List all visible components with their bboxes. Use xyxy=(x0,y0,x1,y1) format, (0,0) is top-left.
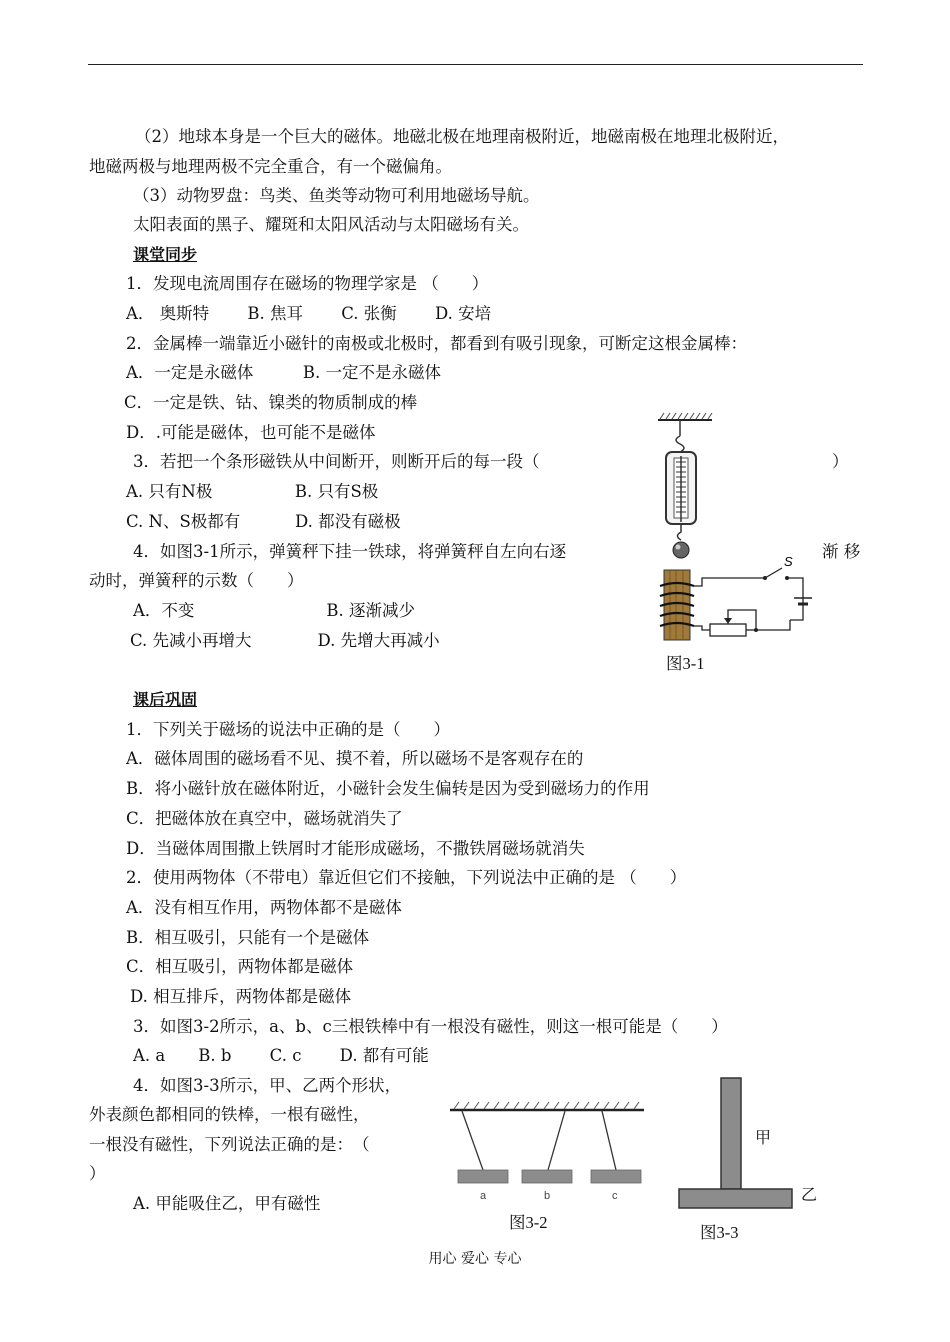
r2-option-d: D. 相互排斥，两物体都是磁体 xyxy=(130,987,352,1006)
r4-stem-line3: 一根没有磁性，下列说法正确的是： （ xyxy=(89,1135,370,1154)
q4-stem-cont: 渐 移 xyxy=(822,542,861,561)
figure-3-3 xyxy=(675,1075,835,1215)
q2-option-c: C．一定是铁、钴、镍类的物质制成的棒 xyxy=(124,393,418,412)
rod-yi-label: 乙 xyxy=(801,1187,818,1204)
figure-3-1 xyxy=(650,410,855,645)
r1-stem: 1．下列关于磁场的说法中正确的是（ ） xyxy=(126,720,450,739)
figure-3-2 xyxy=(450,1098,650,1208)
intro-line-1: （2）地球本身是一个巨大的磁体。地磁北极在地理南极附近，地磁南极在地理北极附近， xyxy=(135,127,789,146)
r3-stem: 3．如图3-2所示，a、b、c三根铁棒中有一根没有磁性，则这一根可能是（ ） xyxy=(133,1017,728,1036)
section-title-class-sync: 课堂同步 xyxy=(133,245,198,264)
q2-option-d: D．.可能是磁体，也可能不是磁体 xyxy=(126,423,376,442)
rod-c-label: c xyxy=(612,1190,618,1202)
r2-stem: 2．使用两物体（不带电）靠近但它们不接触，下列说法中正确的是 （ ） xyxy=(126,868,687,887)
r3-options: A. a B. b C. c D. 都有可能 xyxy=(133,1046,429,1065)
rod-b-label: b xyxy=(544,1190,551,1202)
switch-label: S xyxy=(784,554,793,569)
fig-3-1-caption: 图3-1 xyxy=(666,654,705,673)
q4-options-cd: C. 先减小再增大 D. 先增大再减小 xyxy=(130,631,440,650)
q1-stem: 1．发现电流周围存在磁场的物理学家是 （ ） xyxy=(126,274,489,293)
q4-stem-line2: 动时，弹簧秤的示数（ ） xyxy=(89,571,304,590)
r4-stem-paren: ） xyxy=(89,1164,106,1183)
page-footer: 用心 爱心 专心 xyxy=(428,1251,522,1267)
r4-stem: 4．如图3-3所示，甲、乙两个形状， xyxy=(133,1076,402,1095)
intro-line-2: 地磁两极与地理两极不完全重合，有一个磁偏角。 xyxy=(89,157,452,176)
intro-line-3: （3）动物罗盘：鸟类、鱼类等动物可利用地磁场导航。 xyxy=(133,186,540,205)
intro-line-4: 太阳表面的黑子、耀斑和太阳风活动与太阳磁场有关。 xyxy=(133,215,529,234)
q3-options-cd: C. N、S极都有 D. 都没有磁极 xyxy=(126,512,401,531)
r4-option-a: A. 甲能吸住乙，甲有磁性 xyxy=(133,1194,321,1213)
r1-option-a: A．磁体周围的磁场看不见、摸不着，所以磁场不是客观存在的 xyxy=(126,749,584,768)
q2-options-ab: A．一定是永磁体 B. 一定不是永磁体 xyxy=(126,363,442,382)
header-rule xyxy=(88,64,863,65)
r1-option-b: B．将小磁针放在磁体附近，小磁针会发生偏转是因为受到磁场力的作用 xyxy=(126,779,650,798)
rod-a-label: a xyxy=(480,1190,487,1202)
r4-stem-line2: 外表颜色都相同的铁棒，一根有磁性， xyxy=(89,1105,370,1124)
fig-3-3-caption: 图3-3 xyxy=(700,1223,739,1242)
q3-stem-paren: ） xyxy=(832,452,849,471)
r1-option-d: D．当磁体周围撒上铁屑时才能形成磁场，不撒铁屑磁场就消失 xyxy=(126,839,585,858)
r1-option-c: C．把磁体放在真空中，磁场就消失了 xyxy=(126,809,403,828)
r2-option-a: A．没有相互作用，两物体都不是磁体 xyxy=(126,898,402,917)
q3-options-ab: A. 只有N极 B. 只有S极 xyxy=(126,482,379,501)
q1-options: A． 奥斯特 B. 焦耳 C. 张衡 D. 安培 xyxy=(126,304,492,323)
q2-stem: 2．金属棒一端靠近小磁针的南极或北极时，都看到有吸引现象，可断定这根金属棒： xyxy=(126,334,747,353)
q4-options-ab: A．不变 B. 逐渐减少 xyxy=(133,601,416,620)
q4-stem: 4．如图3-1所示，弹簧秤下挂一铁球，将弹簧秤自左向右逐 xyxy=(133,542,567,561)
q3-stem: 3．若把一个条形磁铁从中间断开，则断开后的每一段（ xyxy=(133,452,540,471)
section-title-review: 课后巩固 xyxy=(133,690,198,709)
rod-jia-label: 甲 xyxy=(755,1130,772,1147)
fig-3-2-caption: 图3-2 xyxy=(509,1213,548,1232)
r2-option-c: C．相互吸引，两物体都是磁体 xyxy=(126,957,354,976)
r2-option-b: B．相互吸引，只能有一个是磁体 xyxy=(126,928,370,947)
